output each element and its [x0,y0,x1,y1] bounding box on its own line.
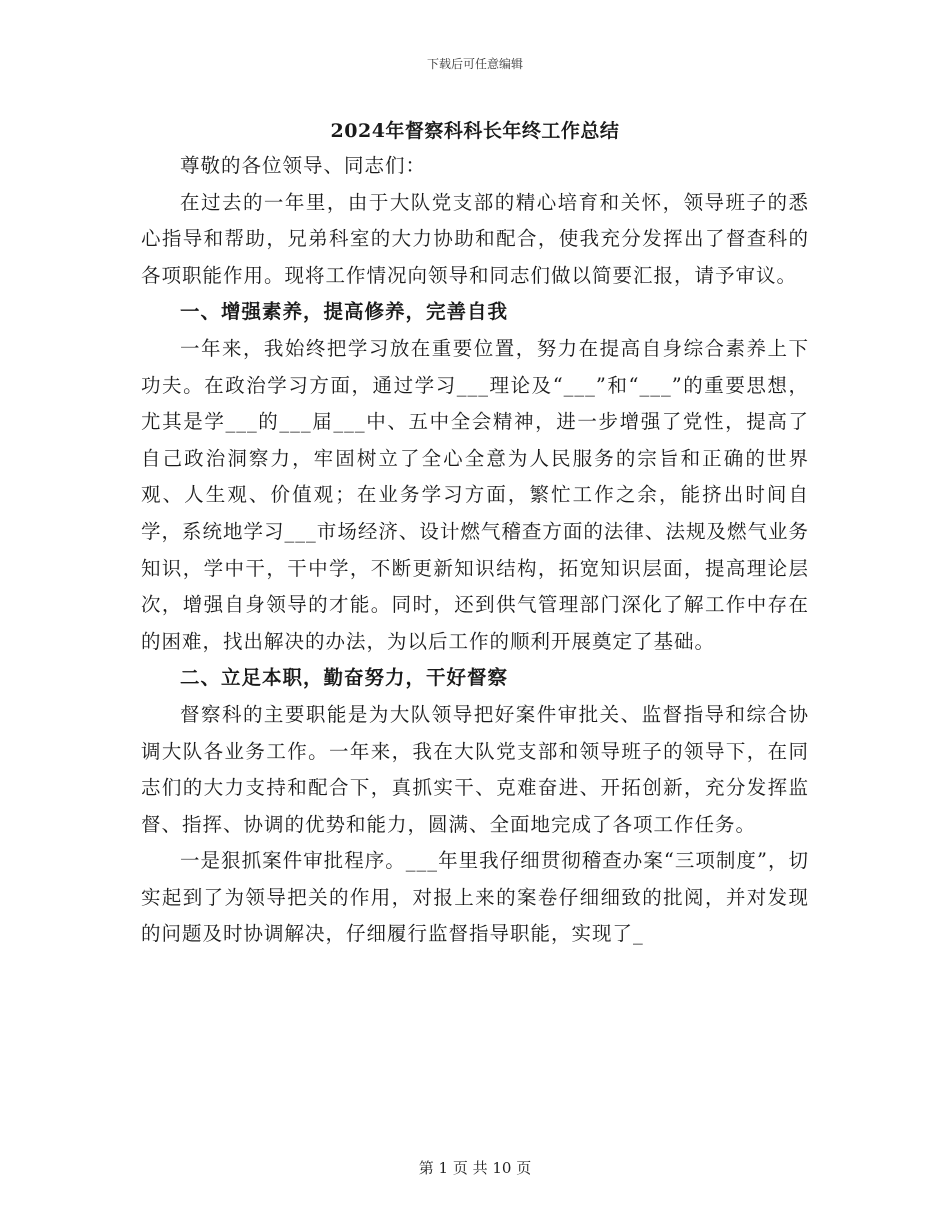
section-2-point-1: 一是狠抓案件审批程序。___年里我仔细贯彻稽查办案“三项制度”，切实起到了为领导把关的作用，对报上来的案卷仔细细致的批阅，并对发现的问题及时协调解决，仔细履行监督指导职能，实现了_ [141,849,809,946]
section-2-paragraph: 督察科的主要职能是为大队领导把好案件审批关、监督指导和综合协调大队各业务工作。一年来，我在大队党支部和领导班子的领导下，在同志们的大力支持和配合下，真抓实干、克难奋进、开拓创新，充分发挥监督、指挥、协调的优势和能力，圆满、全面地完成了各项工作任务。 [141,702,809,836]
document-body [141,148,809,953]
section-heading-2: 二、立足本职，勤奋努力，干好督察 [180,666,509,690]
intro-paragraph: 在过去的一年里，由于大队党支部的精心培育和关怀，领导班子的悉心指导和帮助，兄弟科室的大力协助和配合，使我充分发挥出了督查科的各项职能作用。现将工作情况向领导和同志们做以简要汇报，请予审议。 [141,190,809,287]
section-1-paragraph: 一年来，我始终把学习放在重要位置，努力在提高自身综合素养上下功夫。在政治学习方面，通过学习___理论及“___”和“___”的重要思想，尤其是学___的___届___中、五中全会精神，进一步增强了党性，提高了自己政治洞察力，牢固树立了全心全意为人民服务的宗旨和正确的世界观、人生观、价值观；在业务学习方面，繁忙工作之余，能挤出时间自学，系统地学习___市场经济、设计燃气稽查方面的法律、法规及燃气业务知识，学中干，干中学，不断更新知识结构，拓宽知识层面，提高理论层次，增强自身领导的才能。同时，还到供气管理部门深化了解工作中存在的困难，找出解决的办法，为以后工作的顺利开展奠定了基础。 [141,336,809,653]
section-heading-1: 一、增强素养，提高修养，完善自我 [180,300,509,324]
page-number: 第 1 页 共 10 页 [418,1159,532,1177]
document-title: 2024年督察科科长年终工作总结 [330,120,620,142]
page-header-note: 下载后可任意编辑 [426,57,523,71]
salutation: 尊敬的各位领导、同志们： [180,154,427,177]
